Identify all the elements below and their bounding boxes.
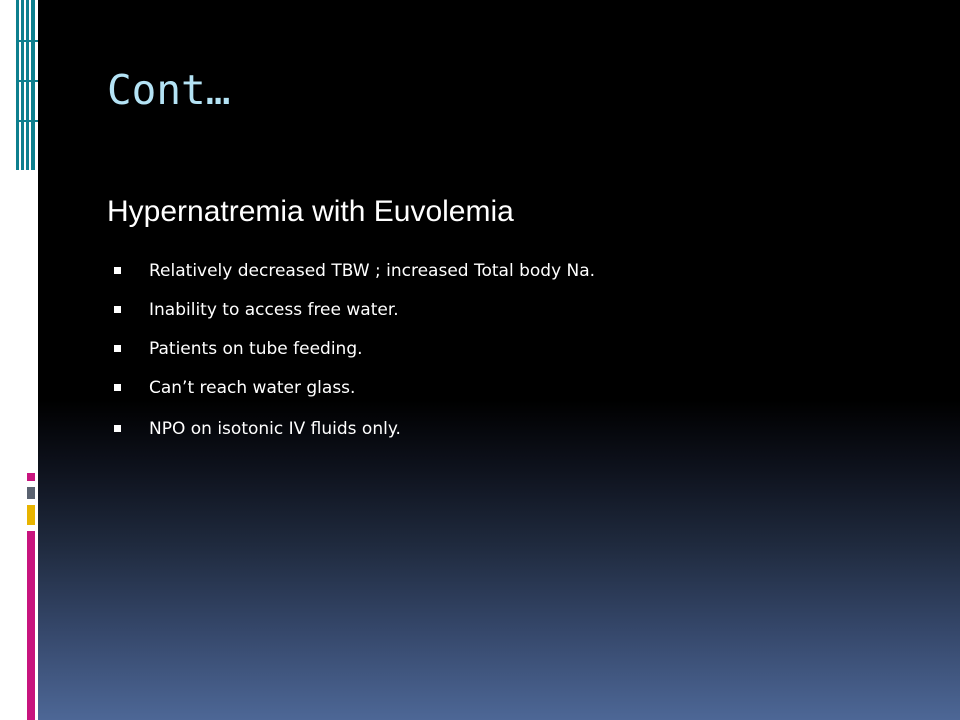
teal-stripe-decoration bbox=[31, 0, 35, 170]
square-bullet-icon bbox=[114, 425, 121, 432]
bullet-text: Can’t reach water glass. bbox=[149, 377, 356, 398]
bullet-item bbox=[114, 369, 595, 406]
bullet-text: Inability to access free water. bbox=[149, 299, 399, 320]
teal-stripe-decoration bbox=[21, 0, 24, 170]
teal-stripe-decoration bbox=[26, 0, 29, 170]
bullet-text: Relatively decreased TBW ; increased Total body Na. bbox=[149, 260, 596, 281]
square-bullet-icon bbox=[114, 267, 121, 274]
teal-stripe-decoration bbox=[16, 0, 19, 170]
square-bullet-icon bbox=[114, 384, 121, 391]
slide-subtitle: Hypernatremia with Euvolemia bbox=[107, 195, 514, 228]
bullet-item bbox=[114, 410, 595, 447]
teal-crossbar-decoration bbox=[16, 120, 38, 122]
square-bullet-icon bbox=[114, 345, 121, 352]
gold-block-decoration bbox=[27, 505, 35, 525]
bullet-item bbox=[114, 252, 595, 289]
gray-block-decoration bbox=[27, 487, 35, 499]
teal-crossbar-decoration bbox=[16, 80, 38, 82]
bullet-item bbox=[114, 330, 595, 367]
bullet-list bbox=[114, 252, 595, 449]
teal-crossbar-decoration bbox=[16, 40, 38, 42]
bullet-text: Patients on tube feeding. bbox=[149, 338, 363, 359]
slide-title: Cont… bbox=[107, 66, 231, 114]
magenta-bar-decoration bbox=[27, 531, 35, 720]
magenta-block-decoration bbox=[27, 473, 35, 481]
square-bullet-icon bbox=[114, 306, 121, 313]
bullet-item bbox=[114, 291, 595, 328]
bullet-text: NPO on isotonic IV fluids only. bbox=[149, 418, 401, 439]
